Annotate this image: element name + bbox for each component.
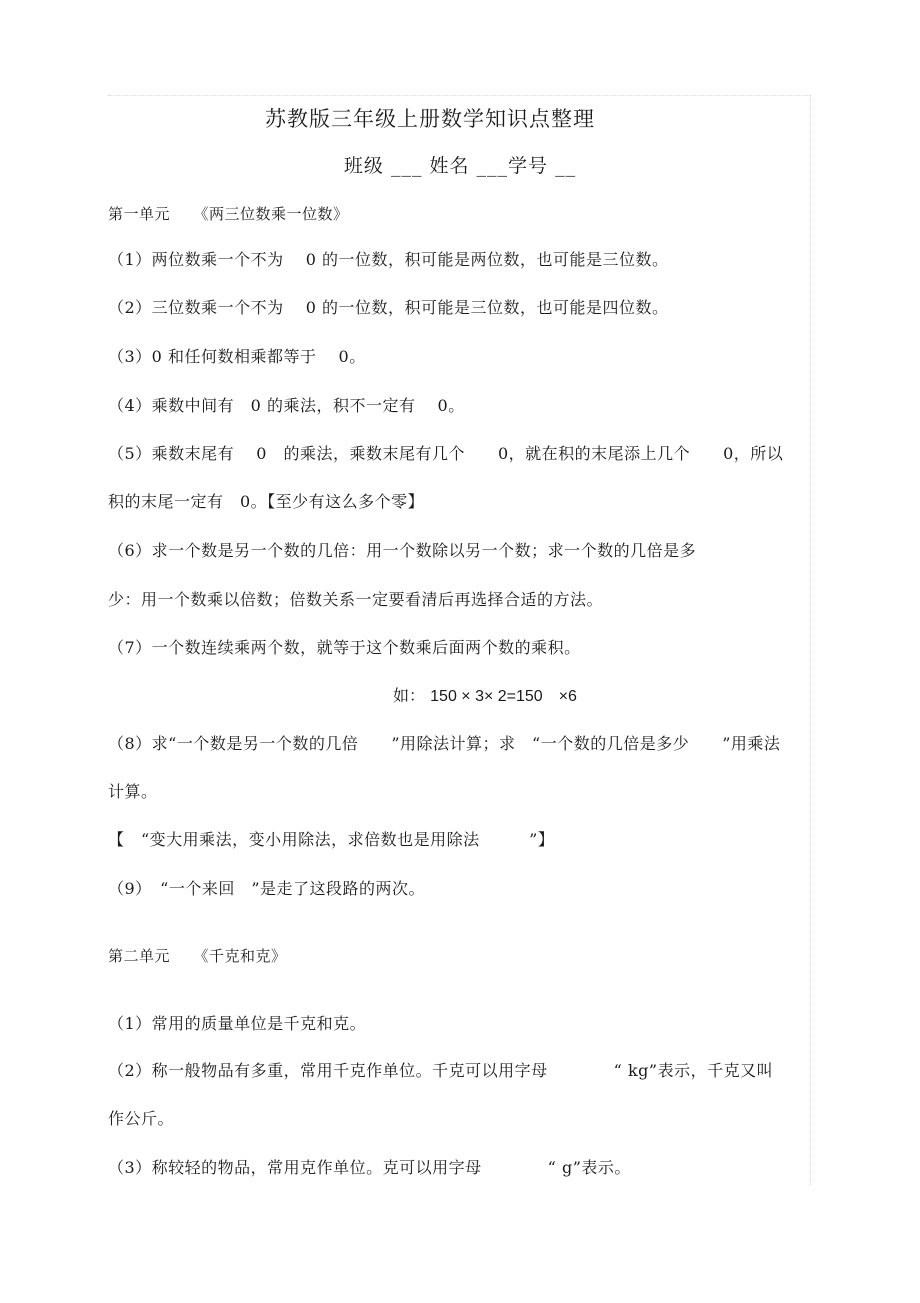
unit1-item-5-line1: （5）乘数末尾有 0 的乘法，乘数末尾有几个 0，就在积的末尾添上几个 0，所以 bbox=[108, 444, 784, 463]
unit2-heading: 第二单元 《千克和克》 bbox=[108, 947, 287, 965]
formula-prefix: 如： bbox=[393, 686, 426, 705]
unit1-mnemonic: 【 “变大用乘法，变小用除法，求倍数也是用除法 ”】 bbox=[108, 830, 555, 849]
unit1-item-8-line1: （8）求“一个数是另一个数的几倍 ”用除法计算；求 “一个数的几倍是多少 ”用乘法 bbox=[108, 734, 781, 753]
unit1-item-4: （4）乘数中间有 0 的乘法，积不一定有 0。 bbox=[108, 396, 465, 415]
unit2-item-2-line1: （2）称一般物品有多重，常用千克作单位。千克可以用字母 “ kg”表示，千克又叫 bbox=[108, 1061, 774, 1080]
unit1-item-6-line1: （6）求一个数是另一个数的几倍：用一个数除以另一个数；求一个数的几倍是多 bbox=[108, 541, 697, 560]
unit1-item-1: （1）两位数乘一个不为 0 的一位数，积可能是两位数，也可能是三位数。 bbox=[108, 250, 669, 269]
page-border-top bbox=[108, 95, 810, 96]
page-title: 苏教版三年级上册数学知识点整理 bbox=[265, 107, 595, 131]
unit1-item-6-line2: 少：用一个数乘以倍数；倍数关系一定要看清后再选择合适的方法。 bbox=[108, 590, 604, 609]
unit2-item-3: （3）称较轻的物品，常用克作单位。克可以用字母 “ g”表示。 bbox=[108, 1158, 631, 1177]
unit1-heading: 第一单元 《两三位数乘一位数》 bbox=[108, 205, 349, 223]
unit2-item-2-line2: 作公斤。 bbox=[108, 1109, 175, 1128]
formula-expression: 150 × 3× 2=150 ×6 bbox=[430, 688, 577, 705]
unit1-item-8-line2: 计算。 bbox=[108, 782, 158, 801]
unit1-item-5-line2: 积的末尾一定有 0。【至少有这么多个零】 bbox=[108, 492, 425, 511]
formula-example bbox=[0, 685, 920, 708]
unit1-item-7: （7）一个数连续乘两个数，就等于这个数乘后面两个数的乘积。 bbox=[108, 638, 581, 657]
unit1-item-3: （3）0 和任何数相乘都等于 0。 bbox=[108, 347, 366, 366]
unit1-item-9: （9） “一个来回 ”是走了这段路的两次。 bbox=[108, 879, 426, 898]
page-border-right bbox=[810, 95, 811, 1185]
unit1-item-2: （2）三位数乘一个不为 0 的一位数，积可能是三位数，也可能是四位数。 bbox=[108, 298, 669, 317]
unit2-item-1: （1）常用的质量单位是千克和克。 bbox=[108, 1014, 367, 1033]
student-info-line: 班级 ___ 姓名 ___学号 __ bbox=[343, 155, 577, 177]
